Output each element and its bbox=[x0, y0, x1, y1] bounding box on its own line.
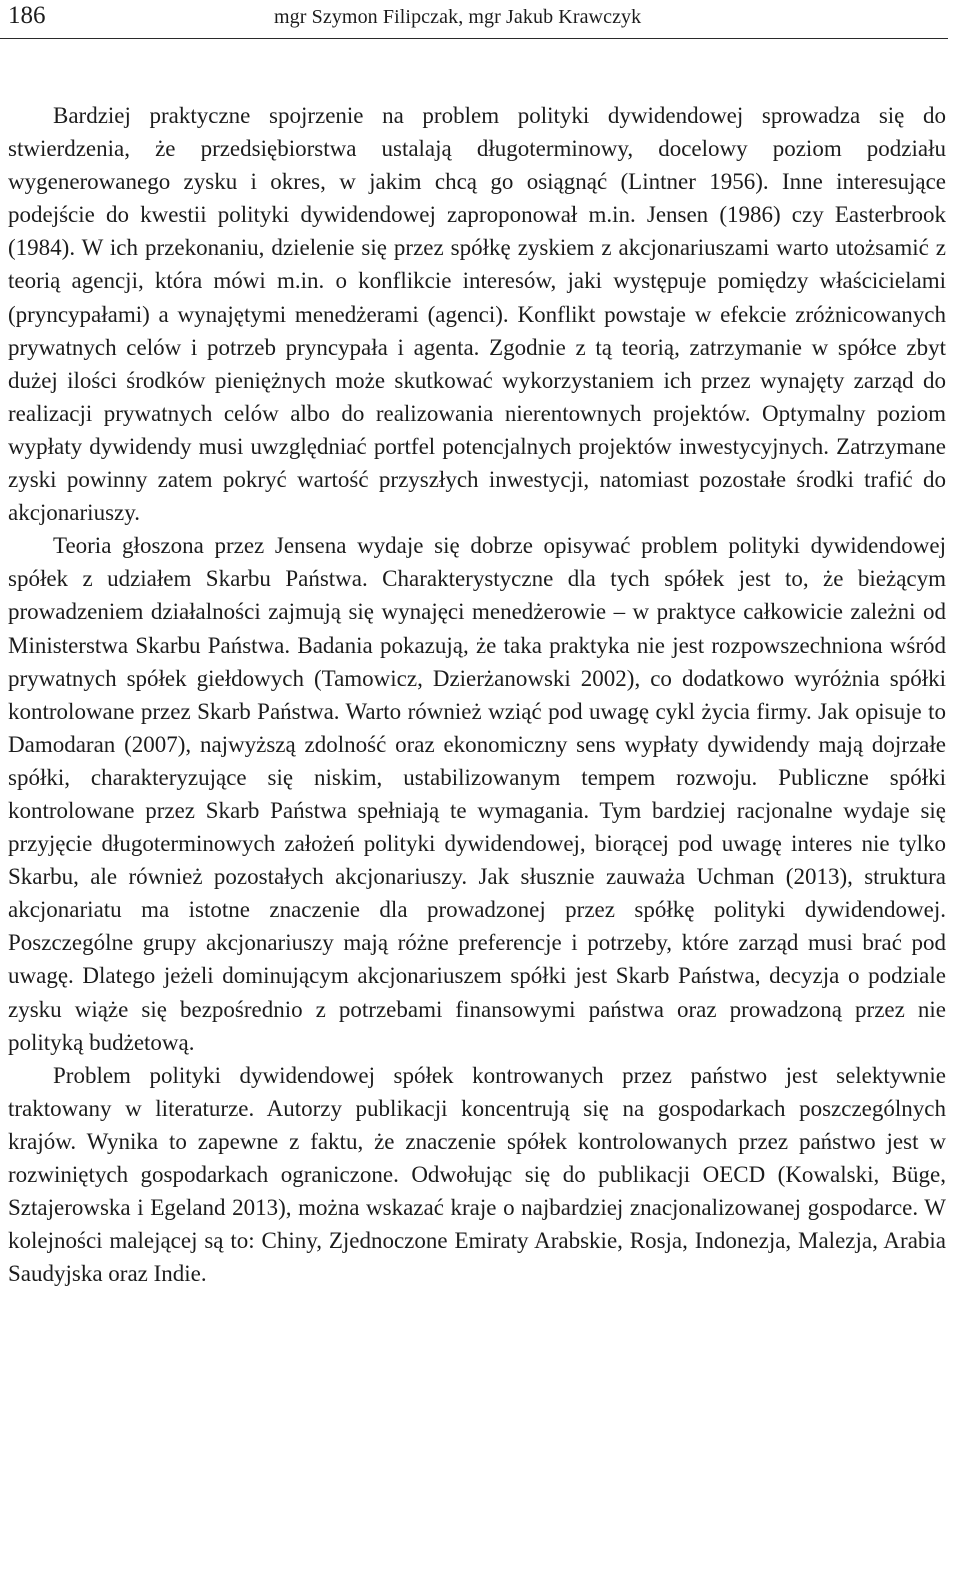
page-number: 186 bbox=[8, 2, 46, 29]
running-head: mgr Szymon Filipczak, mgr Jakub Krawczyk bbox=[274, 6, 642, 28]
page-header bbox=[0, 0, 948, 39]
paragraph: Problem polityki dywidendowej spółek kontrowanych przez państwo jest selektywnie traktowany w literaturze. Autorzy publikacji koncentrują się na gospodarkach poszczególnych krajów. Wynika to zapewne z faktu, że znaczenie spółek kontrolowanych przez państwo jest w rozwiniętych gospodarkach ograniczone. Odwołując się do publikacji OECD (Kowalski, Büge, Sztajerowska i Egeland 2013), można wskazać kraje o najbardziej znacjonalizowanej gospodarce. W kolejności malejącej są to: Chiny, Zjednoczone Emiraty Arabskie, Rosja, Indonezja, Malezja, Arabia Saudyjska oraz Indie. bbox=[8, 1062, 946, 1287]
paragraph: Bardziej praktyczne spojrzenie na problem polityki dywidendowej sprowadza się do stwierdzenia, że przedsiębiorstwa ustalają długoterminowy, docelowy poziom podziału wygenerowanego zysku i okres, w jakim chcą go osiągnąć (Lintner 1956). Inne interesujące podejście do kwestii polityki dywidendowej zaproponował m.in. Jensen (1986) czy Easterbrook (1984). W ich przekonaniu, dzielenie się przez spółkę zyskiem z akcjonariuszami warto utożsamić z teorią agencji, która mówi m.in. o konflikcie interesów, jaki występuje pomiędzy właścicielami (pryncypałami) a wynajętymi menedżerami (agenci). Konflikt powstaje w efekcie zróżnicowanych prywatnych celów i potrzeb pryncypała i agenta. Zgodnie z tą teorią, zatrzymanie w spółce zbyt dużej ilości środków pieniężnych może skutkować wykorzystaniem ich przez wynajęty zarząd do realizacji prywatnych celów albo do realizowania nierentownych projektów. Optymalny poziom wypłaty dywidendy musi uwzględniać portfel potencjalnych projektów inwestycyjnych. Zatrzymane zyski powinny zatem pokryć wartość przyszłych inwestycji, natomiast pozostałe środki trafić do akcjonariuszy. bbox=[8, 103, 946, 526]
paragraph: Teoria głoszona przez Jensena wydaje się dobrze opisywać problem polityki dywidendowej spółek z udziałem Skarbu Państwa. Charakterystyczne dla tych spółek jest to, że bieżącym prowadzeniem działalności zajmują się wynajęci menedżerowie – w praktyce całkowicie zależni od Ministerstwa Skarbu Państwa. Badania pokazują, że taka praktyka nie jest rozpowszechniona wśród prywatnych spółek giełdowych (Tamowicz, Dzierżanowski 2002), co dodatkowo wyróżnia spółki kontrolowane przez Skarb Państwa. Warto również wziąć pod uwagę cykl życia firmy. Jak opisuje to Damodaran (2007), najwyższą zdolność oraz ekonomiczny sens wypłaty dywidendy mają dojrzałe spółki, charakteryzujące się niskim, ustabilizowanym tempem rozwoju. Publiczne spółki kontrolowane przez Skarb Państwa spełniają te wymagania. Tym bardziej racjonalne wydaje się przyjęcie długoterminowych założeń polityki dywidendowej, biorącej pod uwagę interes nie tylko Skarbu, ale również pozostałych akcjonariuszy. Jak słusznie zauważa Uchman (2013), struktura akcjonariatu ma istotne znaczenie dla prowadzonej przez spółkę polityki dywidendowej. Poszczególne grupy akcjonariuszy mają różne preferencje i potrzeby, które zarząd musi brać pod uwagę. Dlatego jeżeli dominującym akcjonariuszem spółki jest Skarb Państwa, decyzja o podziale zysku wiąże się bezpośrednio z potrzebami finansowymi państwa oraz prowadzoną przez nie polityką budżetową. bbox=[8, 533, 946, 1055]
body-text bbox=[8, 99, 946, 1290]
